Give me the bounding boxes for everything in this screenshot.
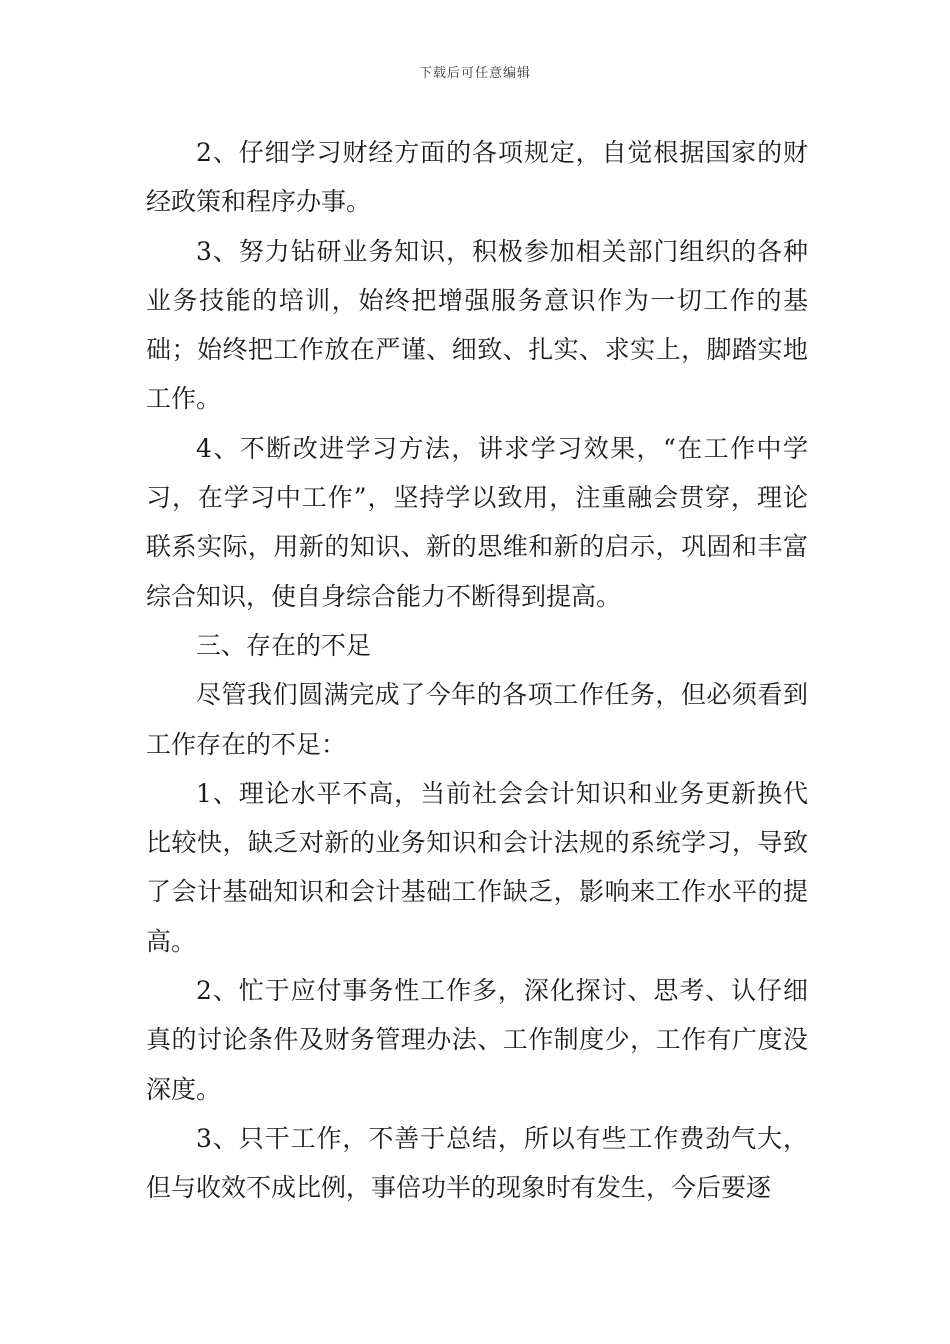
document-body xyxy=(146,128,808,1213)
page-header-note: 下载后可任意编辑 xyxy=(418,66,531,81)
paragraph-item-3-business-study: 3、努力钻研业务知识，积极参加相关部门组织的各种业务技能的培训，始终把增强服务意识作为一切工作的基础；始终把工作放在严谨、细致、扎实、求实上，脚踏实地工作。 xyxy=(146,236,808,414)
paragraph-shortcoming-1: 1、理论水平不高，当前社会会计知识和业务更新换代比较快，缺乏对新的业务知识和会计法规的系统学习，导致了会计基础知识和会计基础工作缺乏，影响来工作水平的提高。 xyxy=(146,778,808,956)
paragraph-item-2-finance-rules: 2、仔细学习财经方面的各项规定，自觉根据国家的财经政策和程序办事。 xyxy=(146,138,808,217)
paragraph-shortcoming-2: 2、忙于应付事务性工作多，深化探讨、思考、认仔细真的讨论条件及财务管理办法、工作制度少，工作有广度没深度。 xyxy=(146,976,808,1104)
paragraph-item-4-learning-method: 4、不断改进学习方法，讲求学习效果，“在工作中学习，在学习中工作”，坚持学以致用，注重融会贯穿，理论联系实际，用新的知识、新的思维和新的启示，巩固和丰富综合知识，使自身综合能力不断得到提高。 xyxy=(146,433,808,611)
paragraph-shortcoming-3: 3、只干工作，不善于总结，所以有些工作费劲气大，但与收效不成比例，事倍功半的现象时有发生，今后要逐 xyxy=(146,1123,808,1203)
section-heading-shortcomings: 三、存在的不足 xyxy=(196,630,372,660)
paragraph-shortcomings-intro: 尽管我们圆满完成了今年的各项工作任务，但必须看到工作存在的不足： xyxy=(146,680,808,759)
